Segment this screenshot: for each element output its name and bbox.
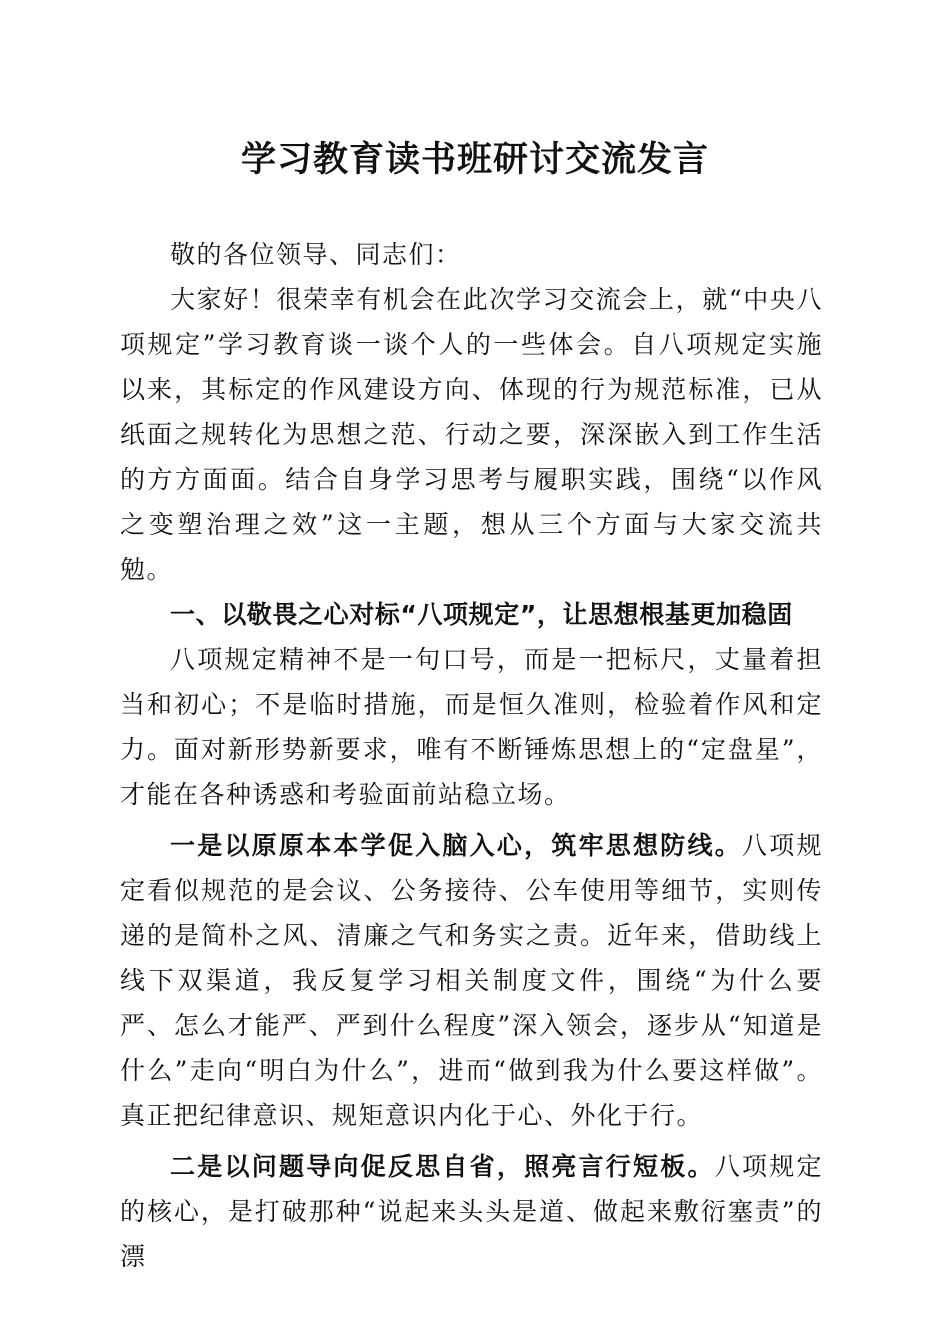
point-1-text: 八项规定看似规范的是会议、公务接待、公车使用等细节，实则传递的是简朴之风、清廉之气和务实之责。近年来，借助线上线下双渠道，我反复学习相关制度文件，围绕“为什么要严、怎么才能严、严到什么程度”深入领会，逐步从“知道是什么”走向“明白为什么”，进而“做到我为什么要这样做”。真正把纪律意识、规矩意识内化于心、外化于行。: [120, 831, 823, 1130]
salutation: 敬的各位领导、同志们：: [170, 240, 462, 269]
intro-paragraph: 大家好！很荣幸有机会在此次学习交流会上，就“中央八项规定”学习教育谈一谈个人的一些体会。自八项规定实施以来，其标定的作风建设方向、体现的行为规范标准，已从纸面之规转化为思想之范、行动之要，深深嵌入到工作生活的方方面面。结合自身学习思考与履职实践，围绕“以作风之变塑治理之效”这一主题，想从三个方面与大家交流共勉。: [120, 285, 823, 584]
section-1-paragraph: 八项规定精神不是一句口号，而是一把标尺，丈量着担当和初心；不是临时措施，而是恒久准则，检验着作风和定力。面对新形势新要求，唯有不断锤炼思想上的“定盘星”，才能在各种诱惑和考验面前站稳立场。: [120, 645, 823, 809]
section-heading-1: 一、以敬畏之心对标“八项规定”，让思想根基更加稳固: [170, 600, 793, 629]
point-2-lead: 二是以问题导向促反思自省，照亮言行短板。: [170, 1152, 715, 1181]
point-2-text: 八项规定的核心，是打破那种“说起来头头是道、做起来敷衍塞责”的漂: [120, 1152, 823, 1271]
point-1-paragraph: [120, 823, 823, 1138]
point-1-lead: 一是以原原本本学促入脑入心，筑牢思想防线。: [170, 831, 742, 860]
document-title: 学习教育读书班研讨交流发言: [240, 139, 709, 180]
document-body: [120, 232, 823, 1279]
point-2-paragraph: [120, 1144, 823, 1279]
